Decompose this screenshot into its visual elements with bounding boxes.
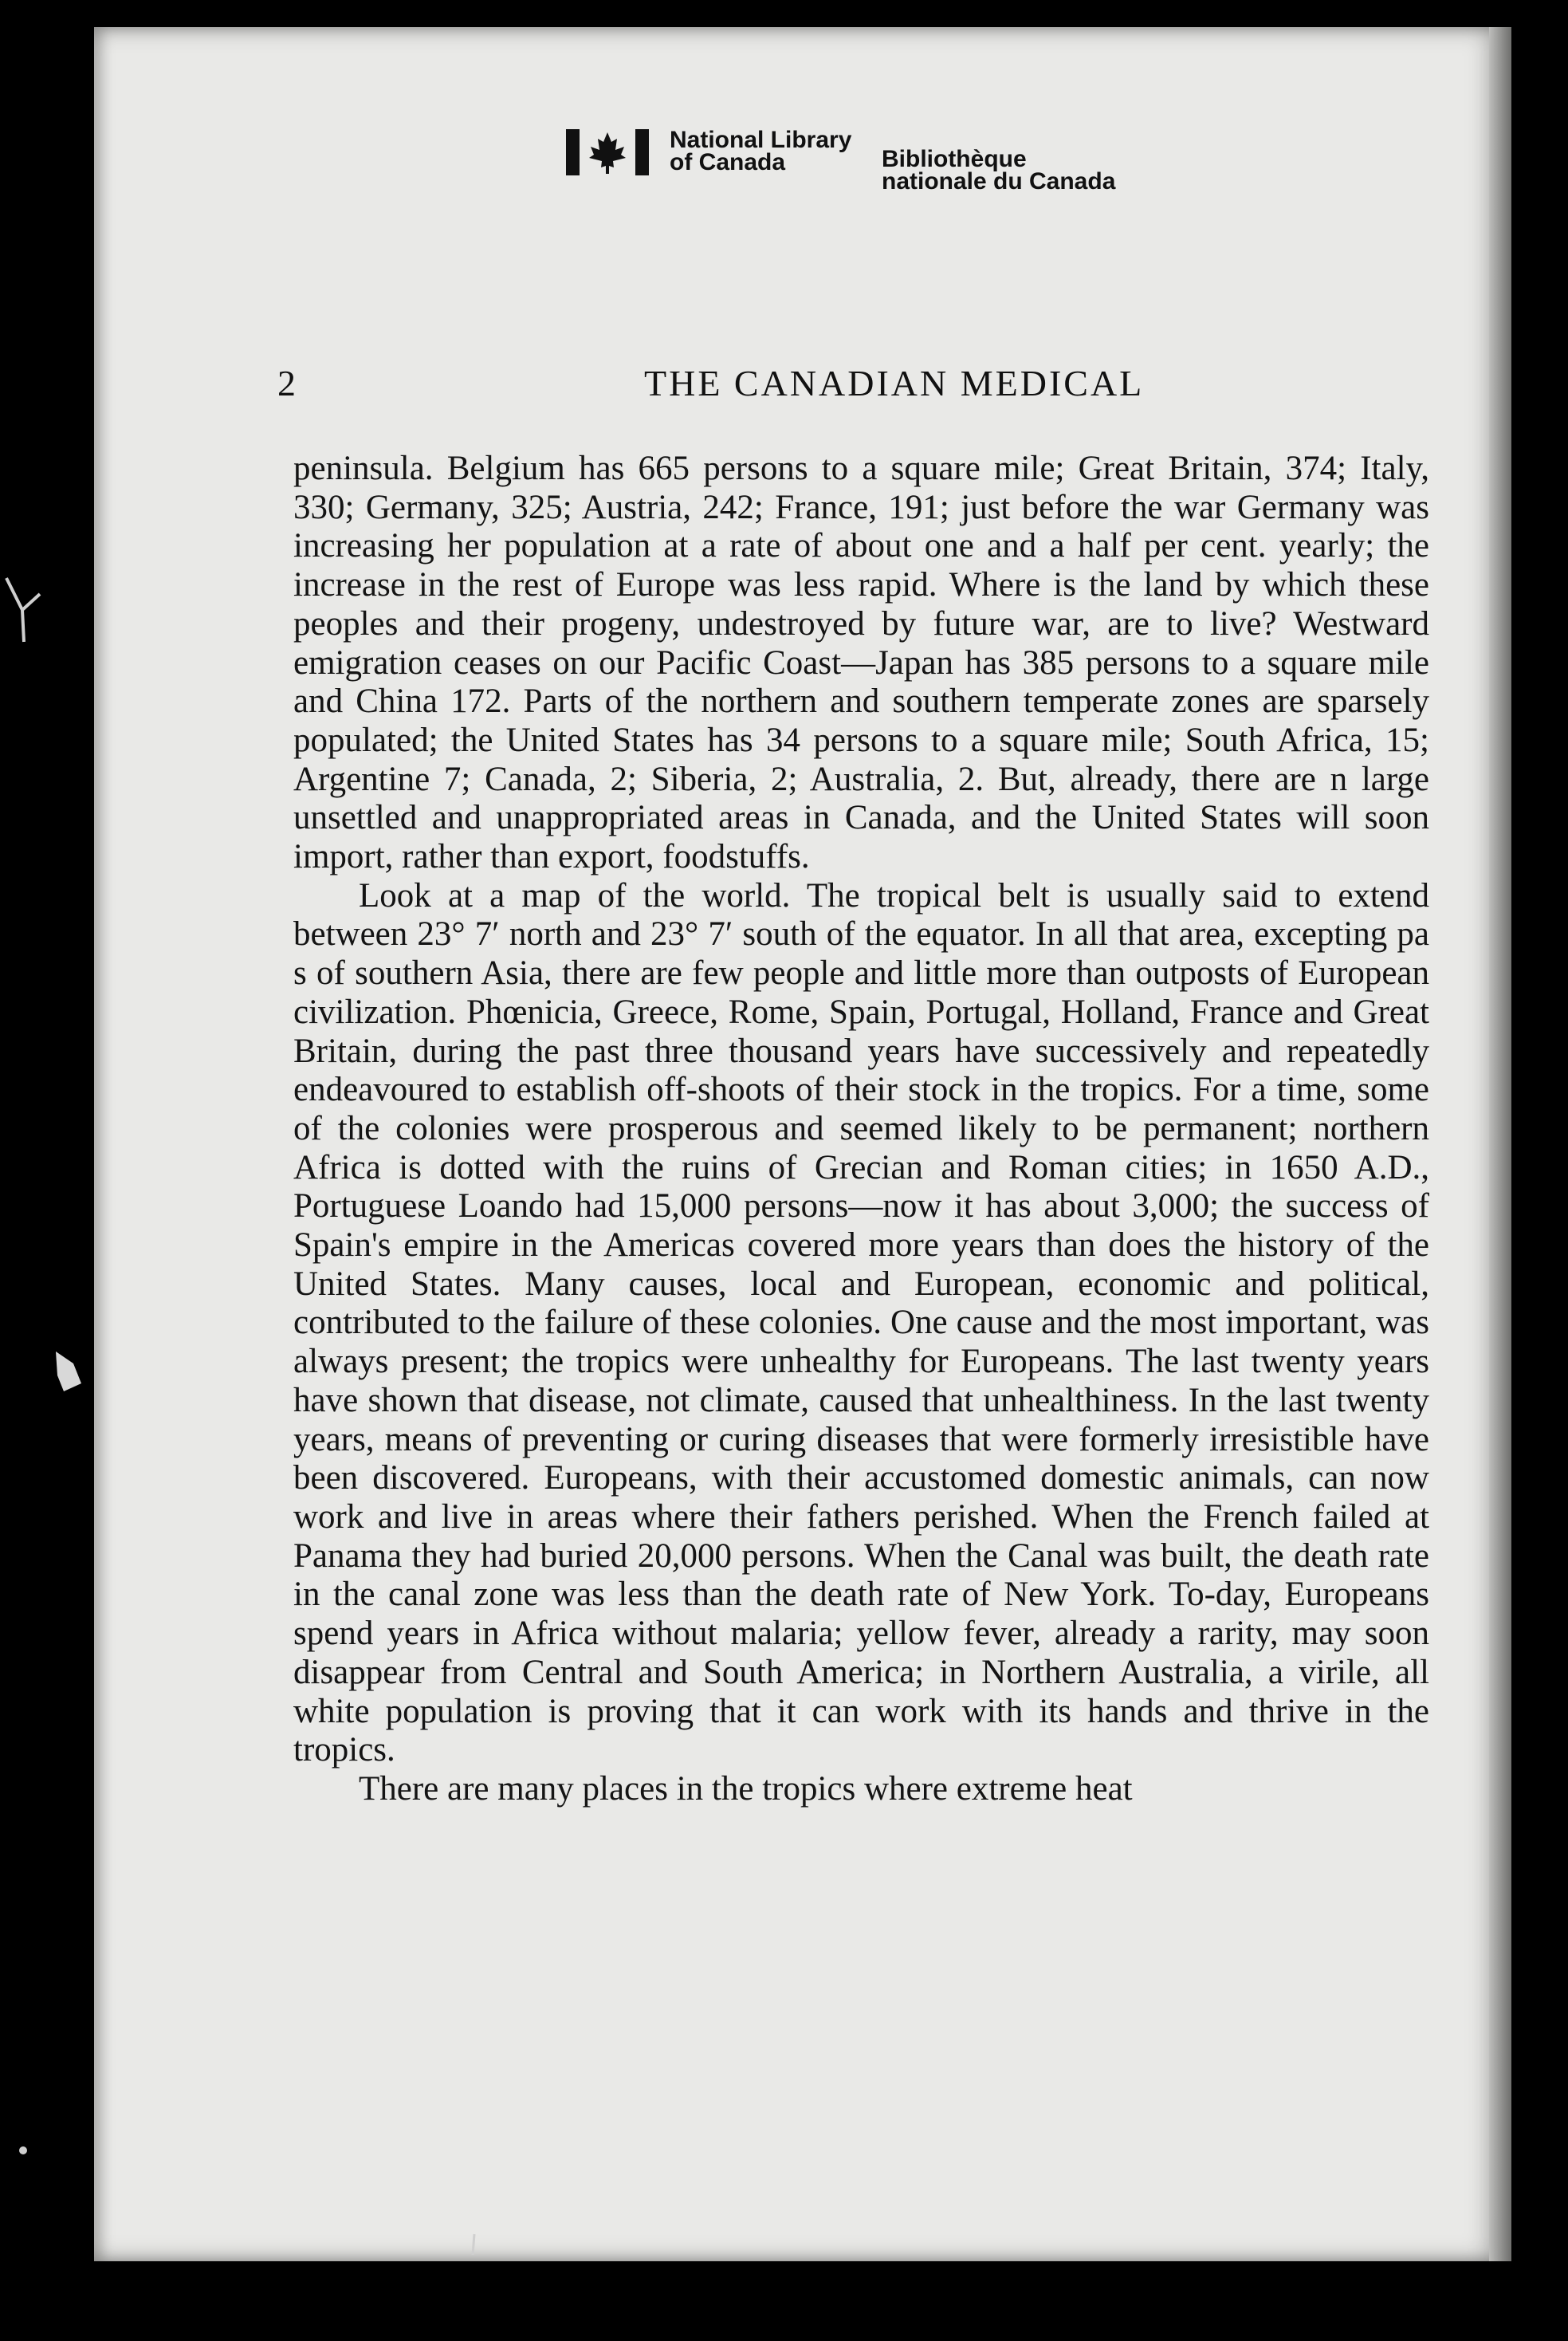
scan-artifact-bottom — [466, 2233, 482, 2256]
scan-artifact-left-mid — [49, 1348, 89, 1395]
page-header — [277, 362, 1441, 410]
scanned-page — [94, 27, 1511, 2261]
article-body — [293, 450, 1429, 1809]
paragraph: Look at a map of the world. The tropical belt is usually said to extend between 23° 7′ north and 23° 7′ south of the equator. In all that area, excepting pa s of southern Asia, there are few people and little more than outposts of European civilization. Phœnicia, Greece, Rome, Spain, Portugal, Holland, France and Great Britain, during the past three thousand years have successively and repeatedly endeavoured to establish off-shoots of their stock in the tropics. For a time, some of the colonies were prosperous and seemed likely to be permanent; northern Africa is dotted with the ruins of Grecian and Roman cities; in 1650 A.D., Portuguese Loando had 15,000 persons—now it has about 3,000; the success of Spain's empire in the Americas covered more years than does the history of the United States. Many causes, local and European, economic and political, contributed to the failure of these colonies. One cause and the most important, was always present; the tropics were unhealthy for Europeans. The last twenty years have shown that disease, not climate, caused that unhealthiness. In the last twenty years, means of preventing or curing diseases that were formerly irresistible have been discovered. Europeans, with their accustomed domestic animals, can now work and live in areas where their fathers perished. When the French failed at Panama they had buried 20,000 persons. When the Canal was built, the death rate in the canal zone was less than the death rate of New York. To-day, Europeans spend years in Africa without malaria; yellow fever, already a rarity, may soon disappear from Central and South America; in Northern Australia, a virile, all white population is proving that it can work with its hands and thrive in the tropics. — [293, 876, 1429, 1769]
page-number: 2 — [277, 363, 296, 403]
canada-flag-icon — [566, 129, 649, 175]
paragraph: There are many places in the tropics where extreme heat — [359, 1769, 1133, 1808]
library-name-french: Bibliothèque nationale du Canada — [882, 146, 1116, 195]
library-logo — [566, 129, 1129, 193]
running-title: THE CANADIAN MEDICAL — [644, 363, 1145, 403]
paragraph: peninsula. Belgium has 665 persons to a square mile; Great Britain, 374; Italy, 330; Germany, 325; Austria, 242; France, 191; just before the war Germany was increasing her population at a rate of about one and a half per cent. yearly; the increase in the rest of Europe was less rapid. Where is the land by which these peoples and their progeny, undestroyed by future war, are to live? Westward emigration ceases on our Pacific Coast—Japan has 385 persons to a square mile and China 172. Parts of the northern and southern temperate zones are sparsely populated; the United States has 34 persons to a square mile; South Africa, 15; Argentine 7; Canada, 2; Siberia, 2; Australia, 2. But, already, there are n large unsettled and unappropriated areas in Canada, and the United States will soon import, rather than export, foodstuffs. — [293, 450, 1429, 876]
scan-artifact-left-top — [0, 574, 48, 646]
library-name-english: National Library of Canada — [670, 127, 852, 175]
scan-artifact-left-bottom — [18, 2145, 29, 2156]
page-edge-shadow — [1489, 27, 1511, 2261]
